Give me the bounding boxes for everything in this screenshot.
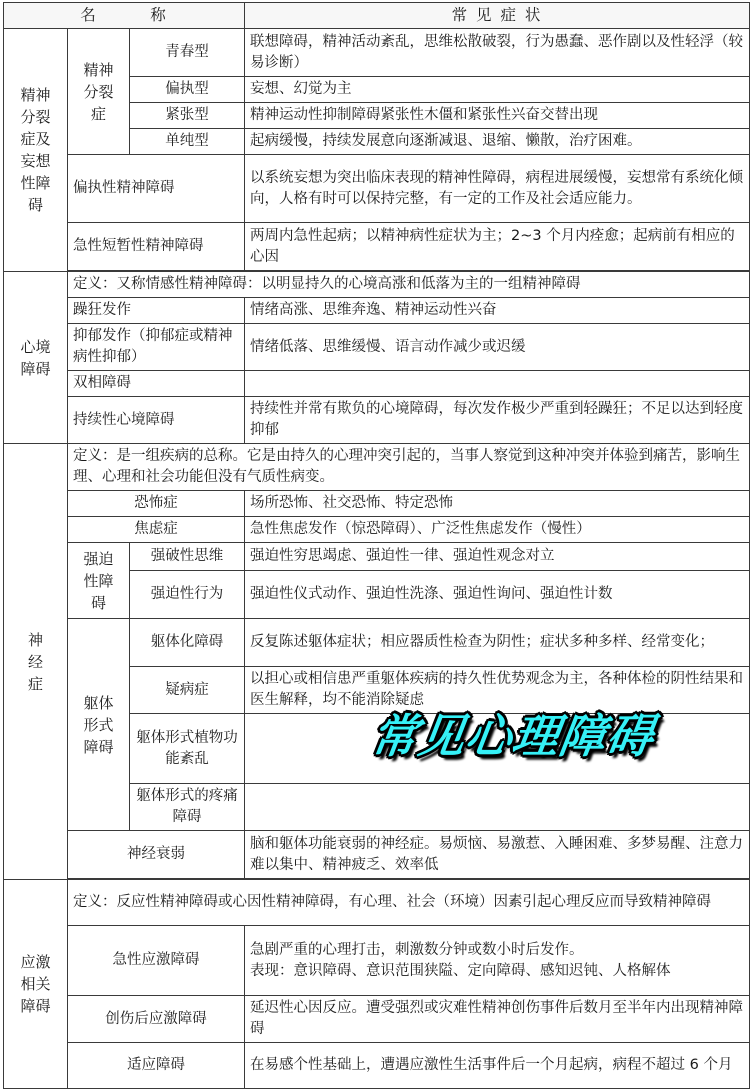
row-name: 偏执型 xyxy=(130,77,245,103)
category-stress: 应激 相关 障碍 xyxy=(4,880,68,1089)
definition-text: 定义：反应性精神障碍或心因性精神障碍，有心理、社会（环境）因素引起心理反应而导致精神障碍 xyxy=(68,880,750,926)
row-desc: 精神运动性抑制障碍紧张性木僵和紧张性兴奋交替出现 xyxy=(245,103,750,129)
header-name: 名 称 xyxy=(4,3,245,29)
table-row xyxy=(4,996,750,1043)
row-desc: 联想障碍，精神活动紊乱，思维松散破裂，行为愚蠢、恶作剧以及性轻浮（较易诊断） xyxy=(245,29,750,77)
row-name: 强迫性行为 xyxy=(130,571,245,619)
row-name: 神经衰弱 xyxy=(68,831,245,879)
header-symptoms: 常 见 症 状 xyxy=(245,3,750,29)
row-name: 躯体形式的疼痛障碍 xyxy=(130,784,245,831)
table-row xyxy=(4,29,750,77)
row-name: 抑郁发作（抑郁症或精神病性抑郁） xyxy=(68,324,245,371)
category-mood: 心境 障碍 xyxy=(4,272,68,444)
row-desc: 以担心或相信患严重躯体疾病的持久性优势观念为主，各种体检的阴性结果和医生解释，均不能消除疑虑 xyxy=(245,667,750,714)
table-row xyxy=(4,926,750,996)
table-row xyxy=(4,324,750,371)
row-desc xyxy=(245,371,750,397)
category-psychosis: 精神 分裂 症及 妄想 性障 碍 xyxy=(4,29,68,272)
row-name: 偏执性精神障碍 xyxy=(68,155,245,223)
row-name: 焦虑症 xyxy=(68,517,245,543)
row-name: 单纯型 xyxy=(130,129,245,155)
row-name: 急性短暂性精神障碍 xyxy=(68,223,245,271)
row-name: 躯体化障碍 xyxy=(130,619,245,667)
category-neurosis: 神 经 症 xyxy=(4,444,68,880)
table-row xyxy=(4,397,750,444)
table-row xyxy=(4,298,750,324)
row-desc: 急性焦虑发作（惊恐障碍）、广泛性焦虑发作（慢性） xyxy=(245,517,750,543)
table-row xyxy=(4,1043,750,1089)
row-name: 躁狂发作 xyxy=(68,298,245,324)
table-row xyxy=(4,272,750,298)
row-name: 创伤后应激障碍 xyxy=(68,996,245,1043)
row-name: 双相障碍 xyxy=(68,371,245,397)
row-desc: 情绪高涨、思维奔逸、精神运动性兴奋 xyxy=(245,298,750,324)
disorder-table-page xyxy=(3,2,749,1072)
row-desc: 情绪低落、思维缓慢、语言动作减少或迟缓 xyxy=(245,324,750,371)
table-row xyxy=(4,831,750,879)
table-row xyxy=(4,223,750,271)
row-name: 强破性思维 xyxy=(130,543,245,571)
row-name: 恐怖症 xyxy=(68,491,245,517)
row-desc: 强迫性仪式动作、强迫性洗涤、强迫性询问、强迫性计数 xyxy=(245,571,750,619)
header-row xyxy=(4,3,750,29)
row-desc xyxy=(245,784,750,831)
subcategory-schizophrenia: 精神 分裂 症 xyxy=(68,29,130,155)
row-desc: 在易感个性基础上，遭遇应激性生活事件后一个月起病，病程不超过 6 个月 xyxy=(245,1043,750,1089)
table-row xyxy=(4,371,750,397)
definition-text: 定义：是一组疾病的总称。它是由持久的心理冲突引起的，当事人察觉到这种冲突并体验到痛苦，影响生理、心理和社会功能但没有气质性病变。 xyxy=(68,444,750,491)
subcategory-somatoform: 躯体 形式 障碍 xyxy=(68,619,130,831)
row-desc: 反复陈述躯体症状；相应器质性检查为阴性；症状多种多样、经常变化； xyxy=(245,619,750,667)
table-row xyxy=(4,543,750,571)
row-desc: 两周内急性起病；以精神病性症状为主；2~3 个月内痊愈；起病前有相应的心因 xyxy=(245,223,750,271)
table-row xyxy=(4,155,750,223)
table-row xyxy=(4,491,750,517)
definition-text: 定义：又称情感性精神障碍：以明显持久的心境高涨和低落为主的一组精神障碍 xyxy=(68,272,750,298)
overlay-title: 常见心理障碍 xyxy=(367,709,658,763)
table-row xyxy=(4,880,750,926)
row-desc: 持续性并常有欺负的心境障碍，每次发作极少严重到轻躁狂；不足以达到轻度抑郁 xyxy=(245,397,750,444)
row-name: 躯体形式植物功能紊乱 xyxy=(130,714,245,784)
row-name: 紧张型 xyxy=(130,103,245,129)
row-name: 持续性心境障碍 xyxy=(68,397,245,444)
row-name: 急性应激障碍 xyxy=(68,926,245,996)
row-desc: 强迫性穷思竭虑、强迫性一律、强迫性观念对立 xyxy=(245,543,750,571)
table-row xyxy=(4,517,750,543)
table-row xyxy=(4,444,750,491)
row-name: 疑病症 xyxy=(130,667,245,714)
row-desc: 起病缓慢，持续发展意向逐渐减退、退缩、懒散，治疗困难。 xyxy=(245,129,750,155)
subcategory-ocd: 强迫 性障 碍 xyxy=(68,543,130,619)
row-name: 适应障碍 xyxy=(68,1043,245,1089)
row-desc: 急剧严重的心理打击，刺激数分钟或数小时后发作。 表现：意识障碍、意识范围狭隘、定向障碍、感知迟钝、人格解体 xyxy=(245,926,750,996)
row-desc: 场所恐怖、社交恐怖、特定恐怖 xyxy=(245,491,750,517)
psych-disorders-table xyxy=(3,2,750,1089)
row-desc: 妄想、幻觉为主 xyxy=(245,77,750,103)
table-row xyxy=(4,619,750,667)
row-desc: 延迟性心因反应。遭受强烈或灾难性精神创伤事件后数月至半年内出现精神障碍 xyxy=(245,996,750,1043)
row-desc: 脑和躯体功能衰弱的神经症。易烦恼、易激惹、入睡困难、多梦易醒、注意力难以集中、精神疲乏、效率低 xyxy=(245,831,750,879)
row-name: 青春型 xyxy=(130,29,245,77)
row-desc: 以系统妄想为突出临床表现的精神性障碍，病程进展缓慢，妄想常有系统化倾向，人格有时可以保持完整，有一定的工作及社会适应能力。 xyxy=(245,155,750,223)
